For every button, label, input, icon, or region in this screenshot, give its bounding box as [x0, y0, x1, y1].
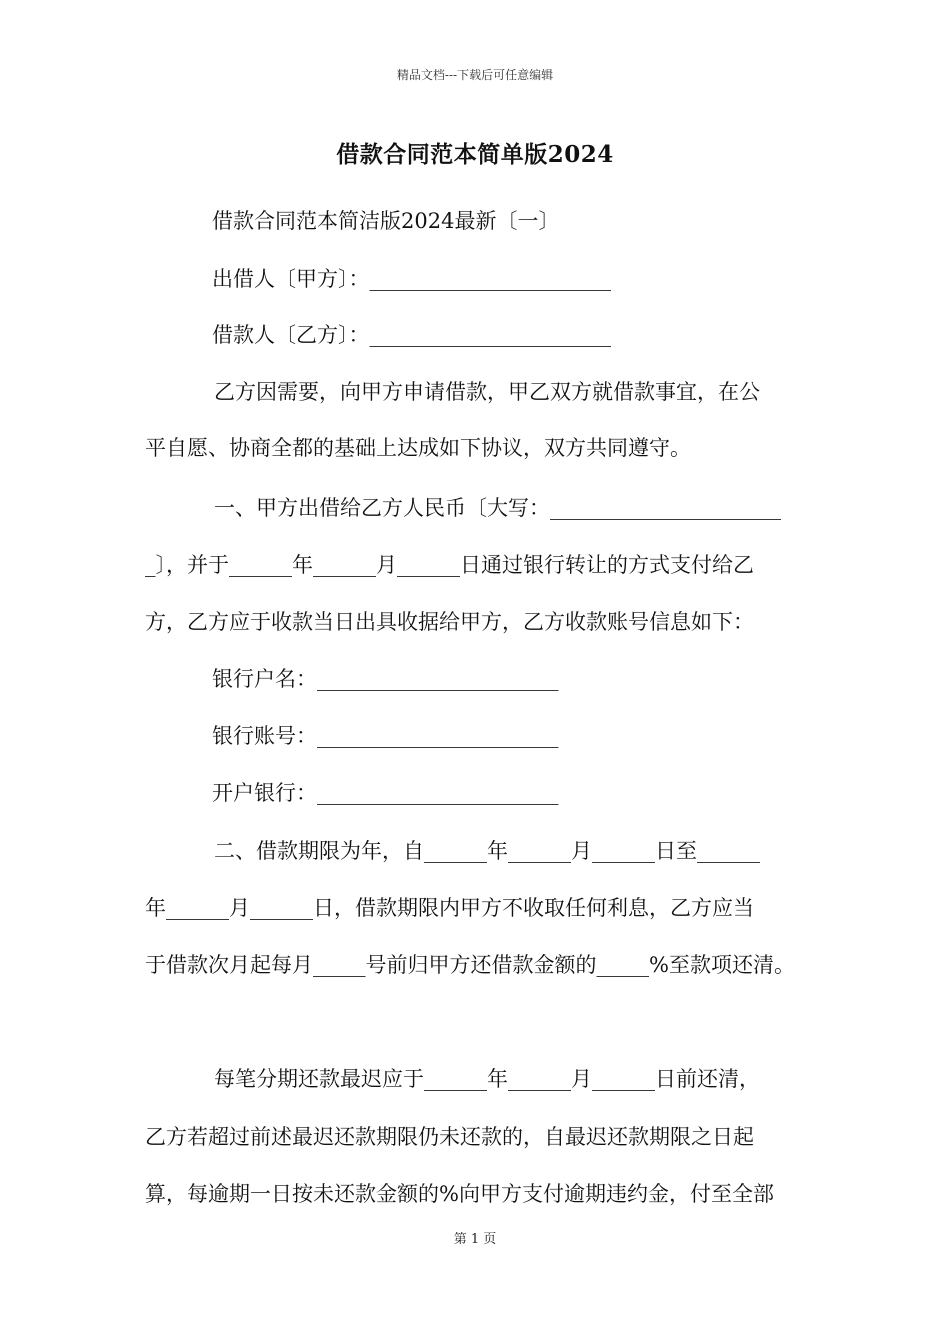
paragraph-line: 算，每逾期一日按未还款金额的%向甲方支付逾期违约金，付至全部 — [145, 1182, 774, 1206]
borrower-line: 借款人〔乙方〕：_______________________ — [212, 323, 611, 347]
installment-line: 每笔分期还款最迟应于______年______月______日前还清， — [214, 1067, 760, 1091]
document-title: 借款合同范本简单版2024 — [336, 141, 614, 168]
page-header: 精品文档---下载后可任意编辑 — [396, 68, 554, 82]
lender-line: 出借人〔甲方〕：_______________________ — [212, 267, 611, 291]
clause-one-line: 一、甲方出借给乙方人民币〔大写：______________________ — [214, 496, 781, 520]
paragraph-line: 乙方因需要，向甲方申请借款，甲乙双方就借款事宜，在公 — [214, 380, 760, 404]
paragraph-line: 年______月______日，借款期限内甲方不收取任何利息，乙方应当 — [145, 896, 754, 920]
paragraph-line: 平自愿、协商全都的基础上达成如下协议，双方共同遵守。 — [145, 436, 691, 460]
clause-two-line: 二、借款期限为年，自______年______月______日至______ — [214, 839, 760, 863]
page-number: 第 1 页 — [453, 1232, 497, 1247]
bank-account-name-line: 银行户名：_______________________ — [212, 667, 559, 691]
subtitle-line: 借款合同范本简洁版2024最新〔一〕 — [212, 209, 560, 233]
bank-name-line: 开户银行：_______________________ — [212, 781, 559, 805]
bank-account-number-line: 银行账号：_______________________ — [212, 724, 559, 748]
paragraph-line: 于借款次月起每月_____号前归甲方还借款金额的_____%至款项还清。 — [145, 953, 795, 977]
paragraph-line: 方，乙方应于收款当日出具收据给甲方，乙方收款账号信息如下： — [145, 610, 754, 634]
paragraph-line: _〕，并于______年______月______日通过银行转让的方式支付给乙 — [145, 553, 754, 577]
paragraph-line: 乙方若超过前述最迟还款期限仍未还款的，自最迟还款期限之日起 — [145, 1125, 754, 1149]
